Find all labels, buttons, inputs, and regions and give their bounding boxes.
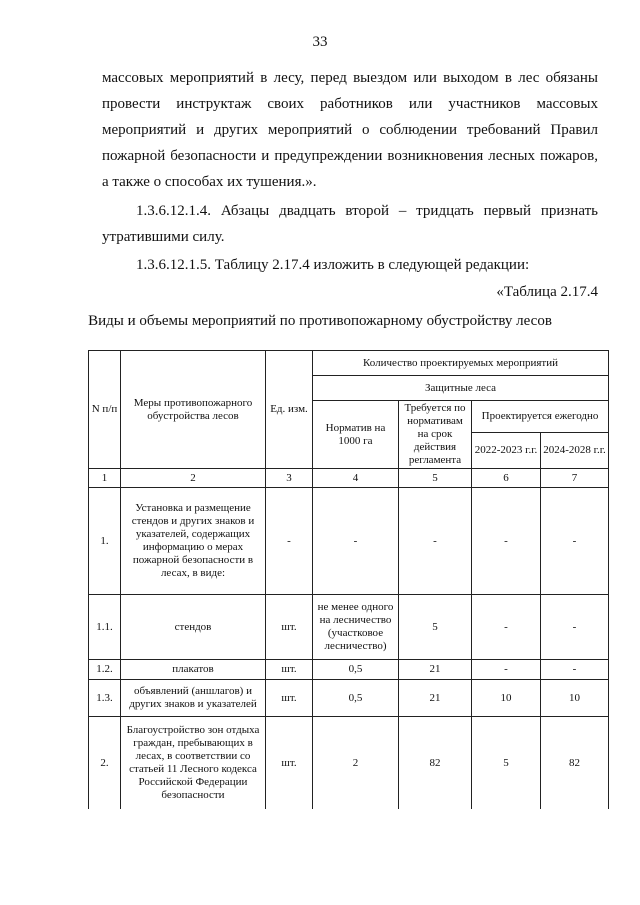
column-number: 2 bbox=[121, 469, 266, 488]
cell: шт. bbox=[266, 660, 313, 680]
cell: 21 bbox=[399, 660, 472, 680]
header-num: N п/п bbox=[89, 351, 121, 469]
header-planned: Количество проектируемых мероприятий bbox=[313, 351, 609, 376]
cell: - bbox=[541, 488, 609, 595]
cell: 21 bbox=[399, 680, 472, 717]
column-number-row bbox=[89, 469, 609, 488]
cell: - bbox=[541, 595, 609, 660]
header-unit: Ед. изм. bbox=[266, 351, 313, 469]
cell: 10 bbox=[472, 680, 541, 717]
cell: 5 bbox=[472, 717, 541, 810]
fire-measures-table bbox=[88, 350, 609, 809]
table-row bbox=[89, 488, 609, 595]
table-row bbox=[89, 680, 609, 717]
table-row bbox=[89, 660, 609, 680]
cell: объявлений (аншлагов) и других знаков и указателей bbox=[121, 680, 266, 717]
text-line: мероприятий и других мероприятий о соблюдении требований Правил bbox=[102, 122, 598, 138]
cell: - bbox=[472, 488, 541, 595]
header-period-1: 2022-2023 г.г. bbox=[472, 432, 541, 468]
cell: - bbox=[266, 488, 313, 595]
cell: 1.1. bbox=[89, 595, 121, 660]
text-line: массовых мероприятий в лесу, перед выездом или выходом в лес обязаны bbox=[102, 70, 598, 86]
cell: - bbox=[472, 595, 541, 660]
cell: 10 bbox=[541, 680, 609, 717]
cell: 2 bbox=[313, 717, 399, 810]
column-number: 4 bbox=[313, 469, 399, 488]
cell: - bbox=[541, 660, 609, 680]
text-line: а также о способах их тушения.». bbox=[102, 174, 317, 190]
text-line: провести инструктаж своих работников или участников массовых bbox=[102, 96, 598, 112]
table-reference: «Таблица 2.17.4 bbox=[496, 284, 598, 300]
text-line: пожарной безопасности и предупреждении возникновения лесных пожаров, bbox=[102, 148, 598, 164]
table-row bbox=[89, 717, 609, 810]
cell: плакатов bbox=[121, 660, 266, 680]
cell: - bbox=[399, 488, 472, 595]
header-annual: Проектируется ежегодно bbox=[472, 401, 609, 433]
cell: не менее одного на лесничество (участковое лесничество) bbox=[313, 595, 399, 660]
cell: - bbox=[313, 488, 399, 595]
column-number: 3 bbox=[266, 469, 313, 488]
cell: стендов bbox=[121, 595, 266, 660]
cell: 82 bbox=[399, 717, 472, 810]
header-measures: Меры противопожарного обустройства лесов bbox=[121, 351, 266, 469]
cell: 82 bbox=[541, 717, 609, 810]
cell: - bbox=[472, 660, 541, 680]
cell: Установка и размещение стендов и других знаков и указателей, содержащих информацию о мерах пожарной безопасности в лесах, в виде: bbox=[121, 488, 266, 595]
cell: 1.2. bbox=[89, 660, 121, 680]
cell: 0,5 bbox=[313, 660, 399, 680]
cell: шт. bbox=[266, 717, 313, 810]
cell: шт. bbox=[266, 680, 313, 717]
cell: шт. bbox=[266, 595, 313, 660]
page-number: 33 bbox=[312, 34, 328, 50]
column-number: 1 bbox=[89, 469, 121, 488]
column-number: 7 bbox=[541, 469, 609, 488]
cell: 0,5 bbox=[313, 680, 399, 717]
cell: 2. bbox=[89, 717, 121, 810]
table-caption: Виды и объемы мероприятий по противопожарному обустройству лесов bbox=[88, 313, 552, 329]
cell: 1.3. bbox=[89, 680, 121, 717]
text-line: 1.3.6.12.1.4. Абзацы двадцать второй – тридцать первый признать bbox=[136, 203, 598, 219]
column-number: 6 bbox=[472, 469, 541, 488]
header-period-2: 2024-2028 г.г. bbox=[541, 432, 609, 468]
cell: 5 bbox=[399, 595, 472, 660]
header-required: Требуется по нормативам на срок действия регламента bbox=[399, 401, 472, 469]
paragraph-amend: 1.3.6.12.1.5. Таблицу 2.17.4 изложить в следующей редакции: bbox=[136, 257, 530, 273]
table-row bbox=[89, 595, 609, 660]
text-line: утратившими силу. bbox=[102, 229, 225, 245]
header-protective: Защитные леса bbox=[313, 376, 609, 401]
table-header-row bbox=[89, 351, 609, 376]
cell: 1. bbox=[89, 488, 121, 595]
header-norm: Норматив на 1000 га bbox=[313, 401, 399, 469]
column-number: 5 bbox=[399, 469, 472, 488]
cell: Благоустройство зон отдыха граждан, пребывающих в лесах, в соответствии со статьей 11 Лесного кодекса Российской Федерации безопасности bbox=[121, 717, 266, 810]
